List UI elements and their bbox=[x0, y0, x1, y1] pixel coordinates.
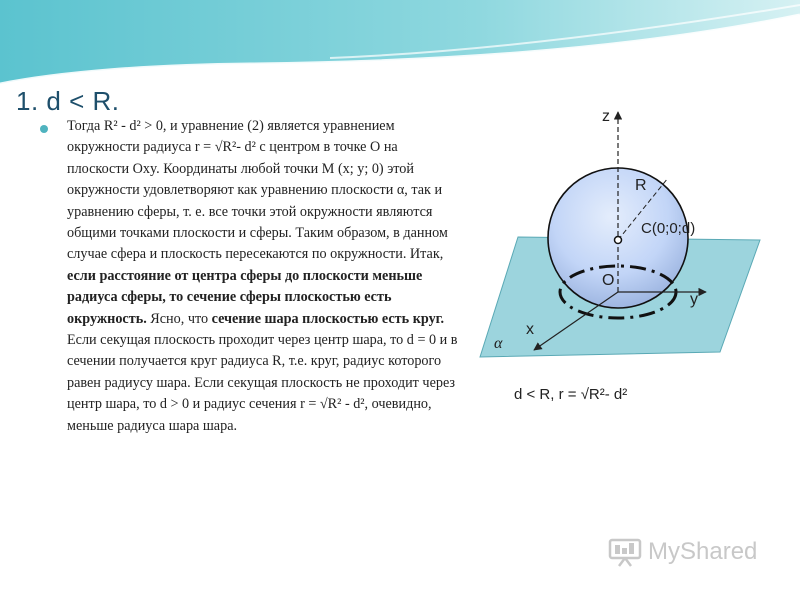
text-part-2: Ясно, что bbox=[146, 310, 212, 327]
r-label: R bbox=[635, 177, 647, 194]
bold-statement-1: если расстояние от центра сферы до плоскости меньше радиуса сферы, то сечение сферы плоскостью есть окружность. bbox=[67, 267, 423, 327]
z-label: z bbox=[602, 108, 610, 125]
body-text bbox=[67, 116, 459, 437]
header-swoosh bbox=[0, 0, 800, 100]
y-label: y bbox=[690, 291, 698, 308]
formula-caption: d < R, r = √R²- d² bbox=[514, 386, 628, 403]
watermark bbox=[608, 537, 757, 567]
projector-screen-icon bbox=[608, 537, 642, 567]
bold-statement-2: сечение шара плоскостью есть круг. bbox=[211, 310, 445, 327]
text-part-1: Тогда R² - d² > 0, и уравнение (2) является уравнением окружности радиуса r = √R²- d² с центром в точке O на плоскости Oxy. Координаты любой точки M (x; y; 0) этой окружности удовлетворяют как уравнению плоскости α, так и уравнению сферы, т. е. все точки этой окружности являются общими точками плоскости и сферы. Таким образом, в данном случае сфера и плоскость пересекаются по окружности. Итак, bbox=[67, 118, 448, 263]
x-label: x bbox=[526, 321, 534, 338]
center-label: C(0;0;d) bbox=[641, 220, 696, 237]
sphere-plane-diagram bbox=[470, 100, 790, 420]
watermark-text: MyShared bbox=[648, 538, 758, 565]
slide-title: 1. d < R. bbox=[16, 86, 120, 116]
plane-label: α bbox=[494, 335, 503, 352]
text-part-3: Если секущая плоскость проходит через центр шара, то d = 0 и в сечении получается круг радиуса R, т.е. круг, радиус которого равен радиусу шара. Если секущая плоскость не проходит через центр шара, то d > 0 и радиус сечения r = √R² - d², очевидно, меньше радиуса шара шара. bbox=[67, 332, 458, 434]
bullet-point bbox=[40, 125, 48, 133]
origin-label: O bbox=[602, 272, 615, 289]
center-point bbox=[615, 237, 622, 244]
